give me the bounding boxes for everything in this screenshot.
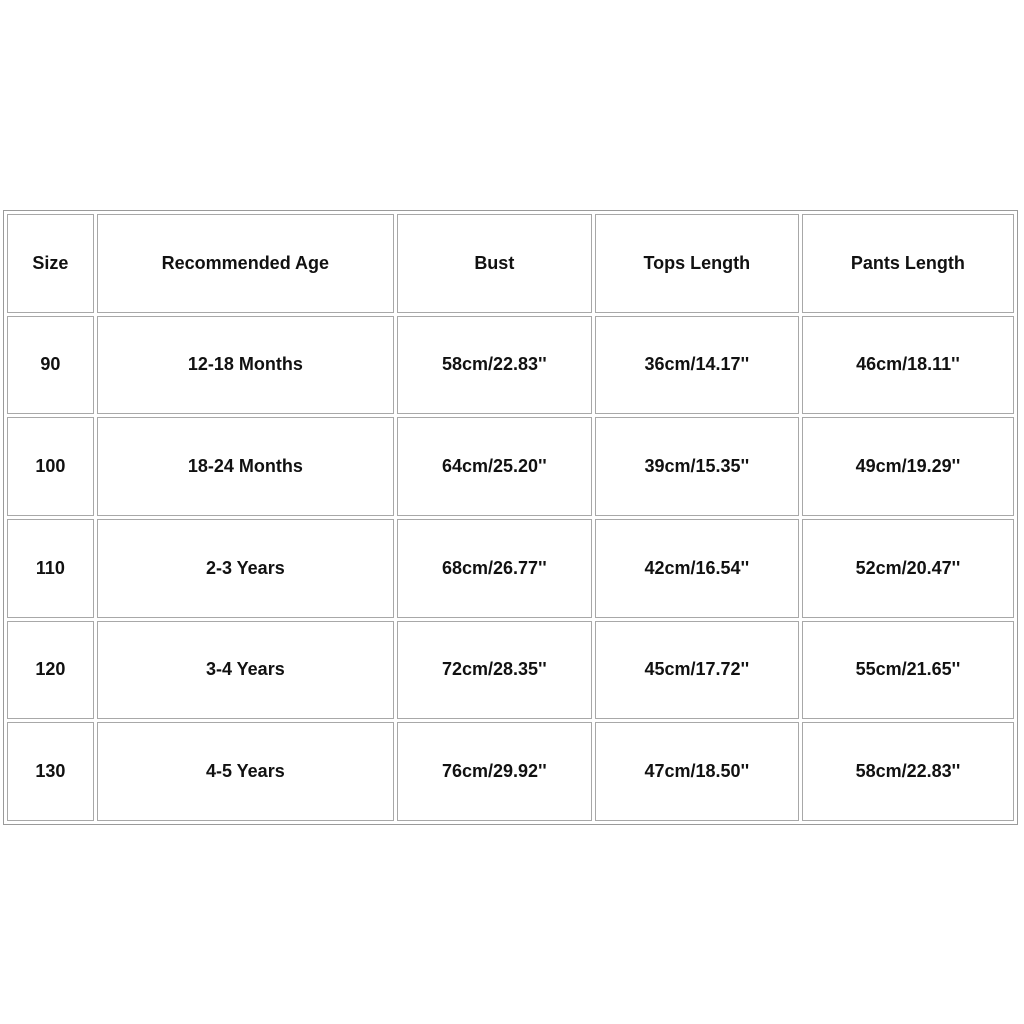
table-row [7,519,1014,618]
cell-bust: 68cm/26.77'' [397,519,592,618]
cell-bust: 58cm/22.83'' [397,316,592,415]
size-chart-table [3,210,1018,825]
table-header-row [7,214,1014,313]
cell-tops-length: 39cm/15.35'' [595,417,799,516]
cell-size: 110 [7,519,94,618]
header-tops-length: Tops Length [595,214,799,313]
cell-size: 100 [7,417,94,516]
cell-recommended-age: 18-24 Months [97,417,394,516]
cell-recommended-age: 12-18 Months [97,316,394,415]
table-row [7,621,1014,720]
cell-pants-length: 55cm/21.65'' [802,621,1014,720]
header-recommended-age: Recommended Age [97,214,394,313]
header-pants-length: Pants Length [802,214,1014,313]
cell-bust: 64cm/25.20'' [397,417,592,516]
cell-pants-length: 46cm/18.11'' [802,316,1014,415]
table-row [7,417,1014,516]
cell-recommended-age: 3-4 Years [97,621,394,720]
cell-tops-length: 47cm/18.50'' [595,722,799,821]
cell-pants-length: 49cm/19.29'' [802,417,1014,516]
cell-recommended-age: 2-3 Years [97,519,394,618]
cell-bust: 76cm/29.92'' [397,722,592,821]
cell-size: 120 [7,621,94,720]
cell-pants-length: 52cm/20.47'' [802,519,1014,618]
cell-size: 130 [7,722,94,821]
header-size: Size [7,214,94,313]
table-row [7,722,1014,821]
table-row [7,316,1014,415]
cell-size: 90 [7,316,94,415]
cell-tops-length: 36cm/14.17'' [595,316,799,415]
cell-tops-length: 42cm/16.54'' [595,519,799,618]
cell-pants-length: 58cm/22.83'' [802,722,1014,821]
cell-bust: 72cm/28.35'' [397,621,592,720]
cell-recommended-age: 4-5 Years [97,722,394,821]
header-bust: Bust [397,214,592,313]
cell-tops-length: 45cm/17.72'' [595,621,799,720]
